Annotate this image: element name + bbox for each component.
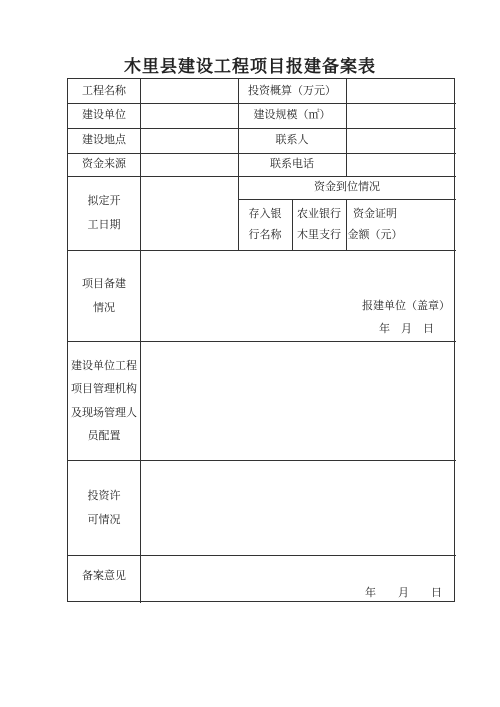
- value-investment-permit: [140, 460, 456, 555]
- value-contact-phone: [346, 153, 456, 176]
- value-management-org: [140, 341, 456, 460]
- opinion-date: 年 月 日: [365, 585, 442, 599]
- filing-form-table: [67, 78, 455, 602]
- label-deposit-bank: [238, 199, 292, 250]
- label-line: 存入银: [248, 206, 282, 220]
- label-line: 可情况: [87, 512, 121, 526]
- form-title: 木里县建设工程项目报建备案表: [124, 57, 376, 77]
- value-project-name: [140, 79, 238, 103]
- label-investment-estimate: 投资概算（万元）: [248, 83, 336, 97]
- label-fund-status: 资金到位情况: [314, 180, 380, 194]
- label-construction-site: 建设地点: [82, 133, 126, 147]
- value-construction-unit: [140, 103, 238, 128]
- value-line: 农业银行: [297, 206, 341, 220]
- value-construction-scale: [346, 103, 456, 128]
- label-filing-status: [68, 250, 140, 341]
- label-line: 项目管理机构: [71, 382, 137, 396]
- label-construction-unit: 建设单位: [82, 108, 126, 122]
- value-line: 木里支行: [297, 227, 341, 241]
- filing-unit-seal: 报建单位（盖章）: [362, 298, 450, 312]
- label-line: 投资许: [87, 489, 121, 503]
- value-fund-source: [140, 153, 238, 176]
- label-construction-scale: 建设规模（㎡）: [253, 108, 331, 122]
- label-line: 情况: [93, 300, 115, 314]
- label-contact-phone: 联系电话: [270, 157, 314, 171]
- value-deposit-bank: [292, 199, 346, 250]
- label-contact-person: 联系人: [275, 133, 309, 147]
- label-planned-start: [68, 176, 140, 250]
- label-filing-opinion: 备案意见: [82, 568, 126, 582]
- label-line: 建设单位工程: [71, 359, 137, 373]
- label-line: 资金证明: [353, 206, 397, 220]
- label-line: 行名称: [248, 227, 282, 241]
- value-construction-site: [140, 128, 238, 153]
- label-investment-permit: [68, 460, 140, 555]
- filing-date: 年 月 日: [379, 321, 434, 335]
- label-line: 拟定开: [87, 193, 121, 207]
- label-fund-proof: [346, 199, 404, 250]
- value-investment-estimate: [346, 79, 456, 103]
- value-contact-person: [346, 128, 456, 153]
- label-line: 及现场管理人: [71, 405, 137, 419]
- label-line: 金额（元）: [347, 227, 403, 241]
- label-line: 员配置: [87, 428, 121, 442]
- label-line: 项目备建: [82, 277, 126, 291]
- label-fund-source: 资金来源: [82, 157, 126, 171]
- label-management-org: [68, 341, 140, 460]
- label-project-name: 工程名称: [82, 83, 126, 97]
- value-planned-start: [140, 176, 238, 250]
- label-line: 工日期: [87, 218, 121, 231]
- value-fund-proof: [404, 199, 456, 250]
